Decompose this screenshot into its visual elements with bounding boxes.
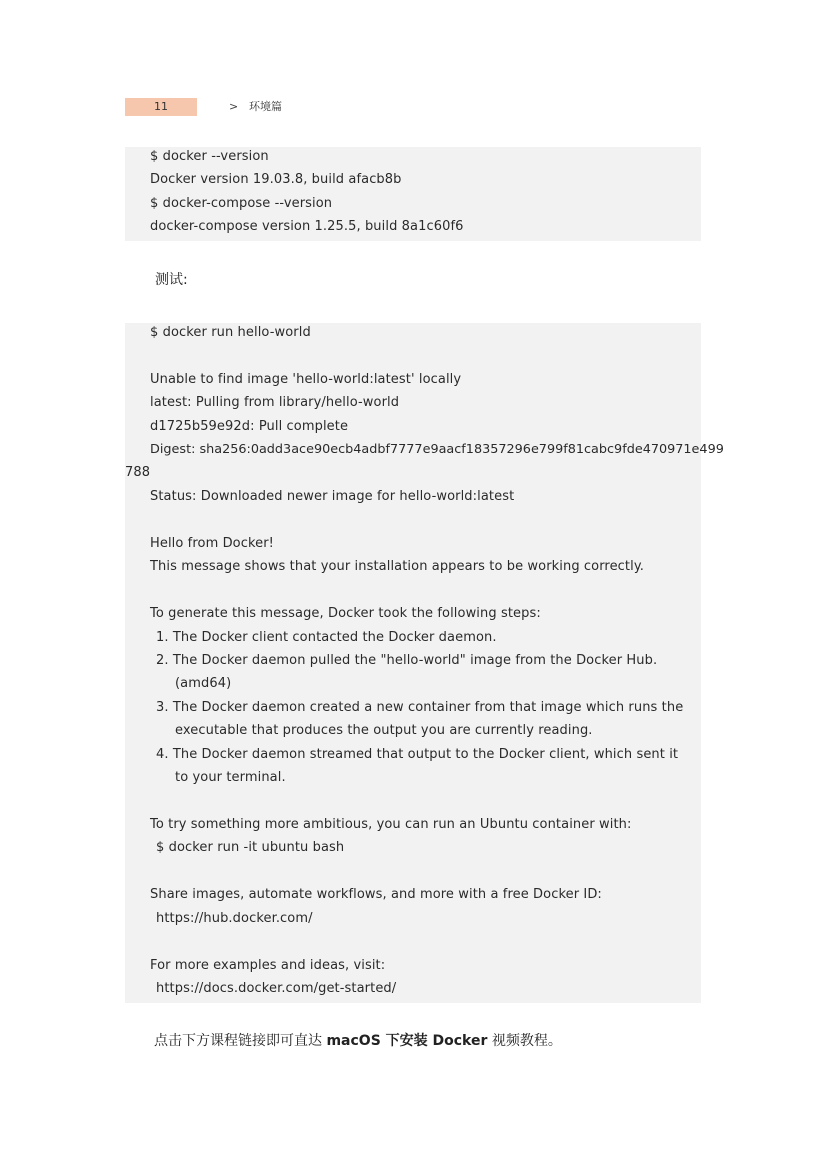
- test-label: 测试:: [155, 272, 188, 288]
- section-title: 环境篇: [249, 100, 282, 113]
- course-link-text: [154, 1031, 562, 1051]
- course-text-bold: macOS 下安装 Docker: [326, 1033, 488, 1049]
- code-line: 788: [125, 465, 151, 480]
- code-line: $ docker run hello-world: [150, 325, 311, 340]
- chevron-right-icon: >: [229, 100, 239, 113]
- code-line: 1. The Docker client contacted the Docker daemon.: [156, 630, 497, 645]
- code-line: d1725b59e92d: Pull complete: [150, 419, 349, 434]
- code-line: latest: Pulling from library/hello-world: [150, 395, 400, 410]
- code-line: to your terminal.: [175, 770, 286, 785]
- course-text-suffix: 视频教程。: [487, 1033, 562, 1049]
- code-line: Docker version 19.03.8, build afacb8b: [150, 172, 402, 187]
- code-line: For more examples and ideas, visit:: [150, 958, 386, 973]
- code-line: To generate this message, Docker took the following steps:: [150, 606, 541, 621]
- code-line: $ docker run -it ubuntu bash: [156, 840, 345, 855]
- code-line: Status: Downloaded newer image for hello-world:latest: [150, 489, 515, 504]
- code-line: Hello from Docker!: [150, 536, 274, 551]
- code-line: $ docker --version: [150, 149, 269, 164]
- page-number: 11: [125, 98, 197, 116]
- course-text-prefix: 点击下方课程链接即可直达: [154, 1033, 327, 1049]
- code-line: docker-compose version 1.25.5, build 8a1c60f6: [150, 219, 464, 234]
- code-line: Digest: sha256:0add3ace90ecb4adbf7777e9aacf18357296e799f81cabc9fde470971e499: [150, 442, 724, 457]
- code-line: 3. The Docker daemon created a new container from that image which runs the: [156, 700, 684, 715]
- code-line: Share images, automate workflows, and more with a free Docker ID:: [150, 887, 602, 902]
- code-line: To try something more ambitious, you can run an Ubuntu container with:: [150, 817, 632, 832]
- code-block-hello-world: [125, 323, 724, 1003]
- code-line: executable that produces the output you are currently reading.: [175, 723, 593, 738]
- code-block-version: [125, 147, 701, 241]
- code-line: https://docs.docker.com/get-started/: [156, 981, 397, 996]
- page-header: [125, 98, 525, 116]
- code-line: 2. The Docker daemon pulled the "hello-world" image from the Docker Hub.: [156, 653, 658, 668]
- code-line: Unable to find image 'hello-world:latest' locally: [150, 372, 462, 387]
- code-line: This message shows that your installation appears to be working correctly.: [150, 559, 645, 574]
- code-line: (amd64): [175, 676, 232, 691]
- code-line: https://hub.docker.com/: [156, 911, 313, 926]
- code-line: $ docker-compose --version: [150, 196, 333, 211]
- code-line: 4. The Docker daemon streamed that output to the Docker client, which sent it: [156, 747, 679, 762]
